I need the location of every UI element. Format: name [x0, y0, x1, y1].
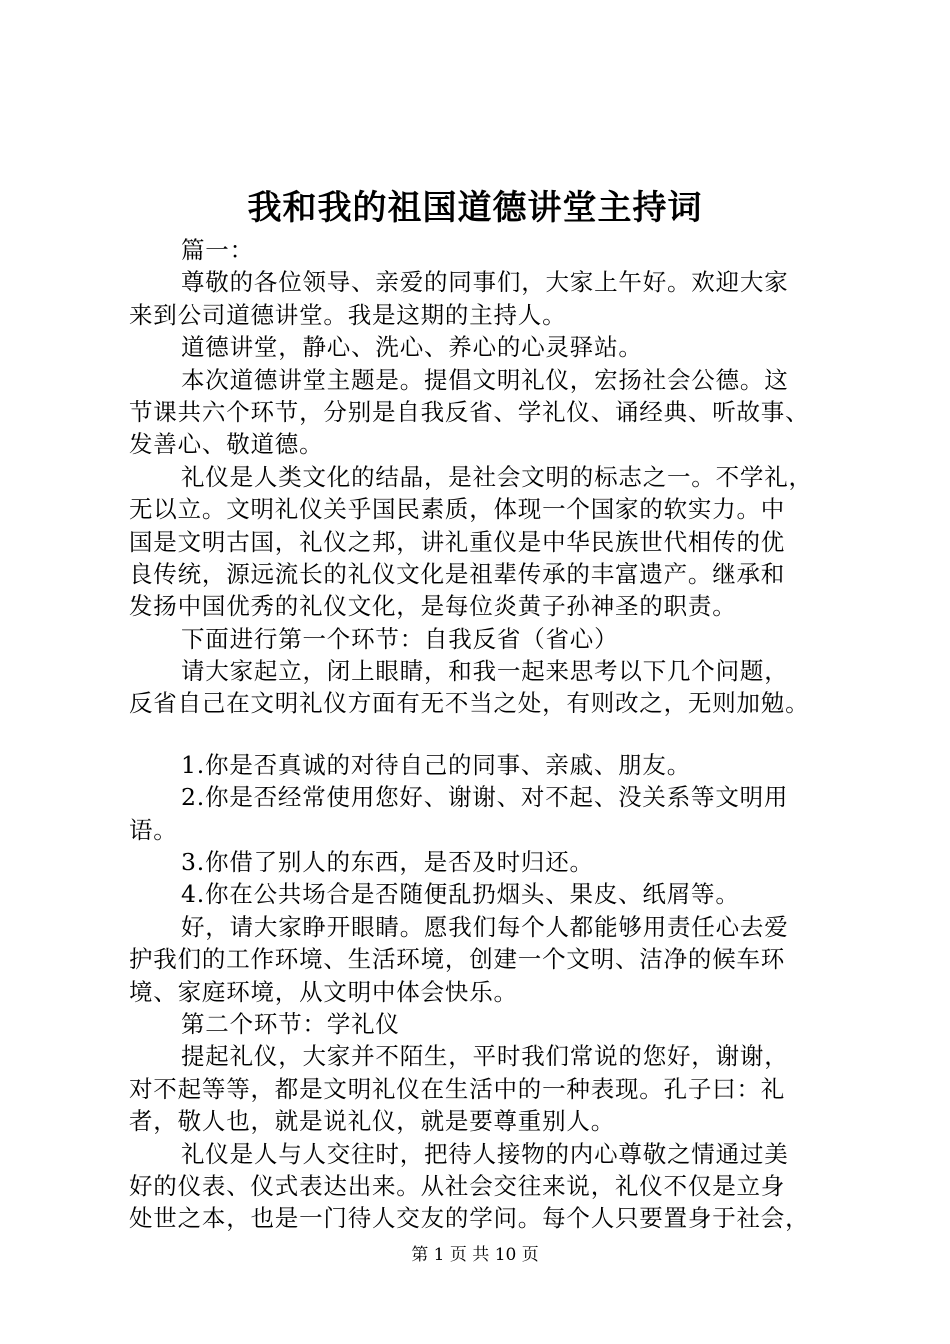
- text-line: 处世之本，也是一门待人交友的学问。每个人只要置身于社会，: [129, 1204, 810, 1233]
- text-line: 道德讲堂，静心、洗心、养心的心灵驿站。: [181, 333, 643, 362]
- text-line: 提起礼仪，大家并不陌生，平时我们常说的您好，谢谢，: [181, 1042, 789, 1071]
- text-line: 语。: [129, 815, 178, 844]
- text-line: 对不起等等，都是文明礼仪在生活中的一种表现。孔子曰：礼: [129, 1074, 786, 1103]
- page-footer: 第 1 页 共 10 页: [411, 1245, 539, 1265]
- paragraph-gap: [129, 720, 835, 749]
- text-line: 2.你是否经常使用您好、谢谢、对不起、没关系等文明用: [181, 783, 789, 812]
- text-line: 节课共六个环节，分别是自我反省、学礼仪、诵经典、听故事、: [129, 397, 810, 426]
- text-line: 国是文明古国，礼仪之邦，讲礼重仪是中华民族世代相传的优: [129, 527, 786, 556]
- text-line: 下面进行第一个环节：自我反省（省心）: [181, 624, 619, 653]
- text-line: 良传统，源远流长的礼仪文化是祖辈传承的丰富遗产。继承和: [129, 559, 786, 588]
- text-line: 反省自己在文明礼仪方面有无不当之处，有则改之，无则加勉。: [129, 689, 810, 718]
- text-line: 3.你借了别人的东西，是否及时归还。: [181, 848, 594, 877]
- text-line: 境、家庭环境，从文明中体会快乐。: [129, 977, 518, 1006]
- text-line: 无以立。文明礼仪关乎国民素质，体现一个国家的软实力。中: [129, 495, 786, 524]
- text-line: 者，敬人也，就是说礼仪，就是要尊重别人。: [129, 1107, 615, 1136]
- text-line: 好，请大家睁开眼睛。愿我们每个人都能够用责任心去爱: [181, 912, 789, 941]
- text-line: 尊敬的各位领导、亲爱的同事们，大家上午好。欢迎大家: [181, 268, 789, 297]
- text-line: 1.你是否真诚的对待自己的同事、亲戚、朋友。: [181, 750, 692, 779]
- text-line: 好的仪表、仪式表达出来。从社会交往来说，礼仪不仅是立身: [129, 1171, 786, 1200]
- text-line: 礼仪是人类文化的结晶，是社会文明的标志之一。不学礼，: [181, 462, 813, 491]
- document-body: [129, 234, 835, 1235]
- text-line: 发扬中国优秀的礼仪文化，是每位炎黄子孙神圣的职责。: [129, 592, 737, 621]
- text-line: 第二个环节：学礼仪: [181, 1009, 400, 1038]
- text-line: 发善心、敬道德。: [129, 430, 324, 459]
- text-line: 4.你在公共场合是否随便乱扔烟头、果皮、纸屑等。: [181, 880, 740, 909]
- text-line: 护我们的工作环境、生活环境，创建一个文明、洁净的候车环: [129, 945, 786, 974]
- document-title: 我和我的祖国道德讲堂主持词: [247, 188, 703, 228]
- text-line: 篇一：: [181, 236, 254, 264]
- text-line: 礼仪是人与人交往时，把待人接物的内心尊敬之情通过美: [181, 1139, 789, 1168]
- text-line: 来到公司道德讲堂。我是这期的主持人。: [129, 300, 567, 329]
- text-line: 本次道德讲堂主题是。提倡文明礼仪，宏扬社会公德。这: [181, 365, 789, 394]
- text-line: 请大家起立，闭上眼睛，和我一起来思考以下几个问题，: [181, 657, 789, 686]
